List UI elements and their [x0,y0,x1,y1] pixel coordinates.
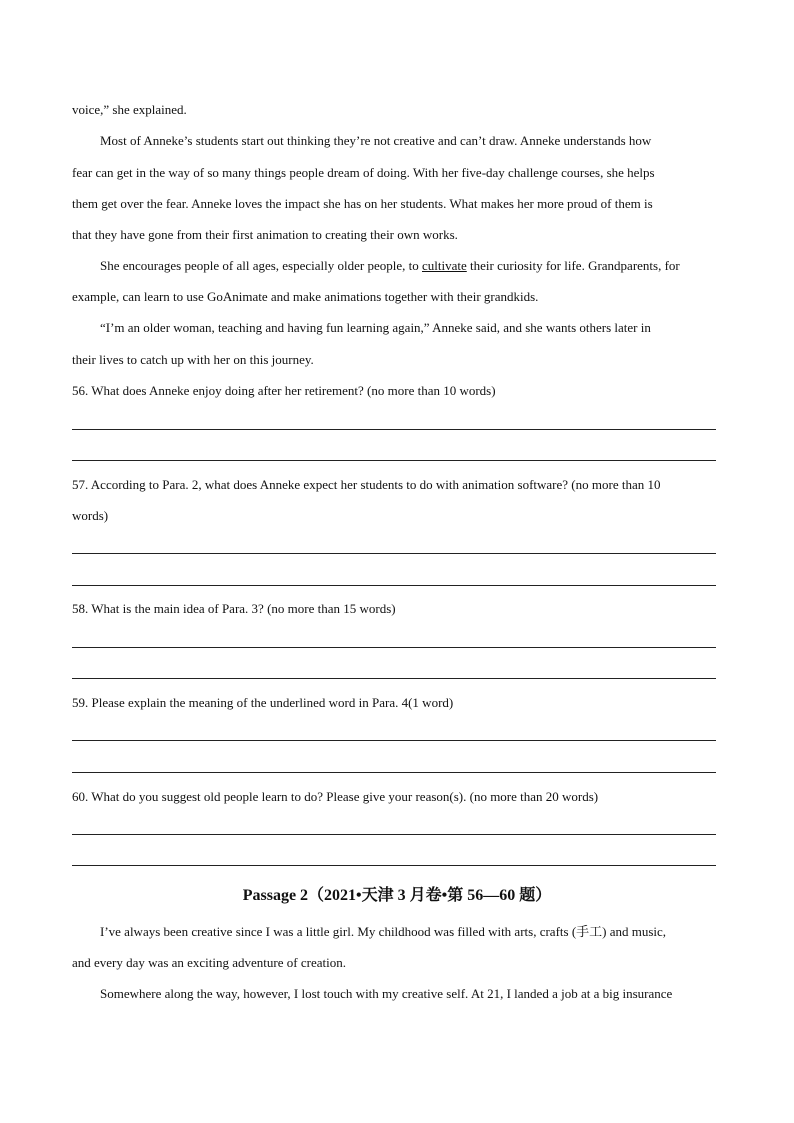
passage1-line-2: Most of Anneke’s students start out thinking they’re not creative and can’t draw. Anneke understands how [100,133,652,148]
answer-line [72,834,716,835]
question-57-line-1: 57. According to Para. 2, what does Anneke expect her students to do with animation software? (no more than 10 [72,477,661,492]
answer-line [72,585,716,586]
question-60: 60. What do you suggest old people learn to do? Please give your reason(s). (no more than 20 words) [72,789,599,804]
passage1-line-4: them get over the fear. Anneke loves the impact she has on her students. What makes her more proud of them is [72,196,653,211]
passage1-para5-line-2: their lives to catch up with her on this journey. [72,352,314,367]
answer-line [72,460,716,461]
passage1-line-3: fear can get in the way of so many things people dream of doing. With her five-day challenge courses, she helps [72,165,655,180]
passage1-para5-line-1: “I’m an older woman, teaching and having fun learning again,” Anneke said, and she wants others later in [100,320,651,335]
question-58: 58. What is the main idea of Para. 3? (no more than 15 words) [72,601,396,616]
question-56: 56. What does Anneke enjoy doing after her retirement? (no more than 10 words) [72,383,496,398]
passage2-line-1: I’ve always been creative since I was a little girl. My childhood was filled with arts, crafts (手工) and music, [100,924,667,939]
question-57-line-2: words) [72,508,109,523]
passage1-line-1: voice,” she explained. [72,102,187,117]
passage1-para4-line-2: example, can learn to use GoAnimate and make animations together with their grandkids. [72,289,539,304]
para4-text-start: She encourages people of all ages, especially older people, to [100,258,422,273]
answer-line [72,678,716,679]
answer-line [72,553,716,554]
passage1-line-5: that they have gone from their first animation to creating their own works. [72,227,458,242]
passage2-heading: Passage 2（2021•天津 3 月卷•第 56—60 题） [242,887,552,904]
answer-line [72,740,716,741]
answer-line [72,429,716,430]
para4-text-end: their curiosity for life. Grandparents, for [466,258,680,273]
passage2-line-3: Somewhere along the way, however, I lost touch with my creative self. At 21, I landed a job at a big insurance [100,986,673,1001]
passage2-line-2: and every day was an exciting adventure of creation. [72,955,346,970]
answer-line [72,647,716,648]
answer-line [72,772,716,773]
underlined-word: cultivate [422,258,467,273]
passage1-para4-line-1 [100,258,680,274]
question-59: 59. Please explain the meaning of the underlined word in Para. 4(1 word) [72,695,454,710]
answer-line [72,865,716,866]
